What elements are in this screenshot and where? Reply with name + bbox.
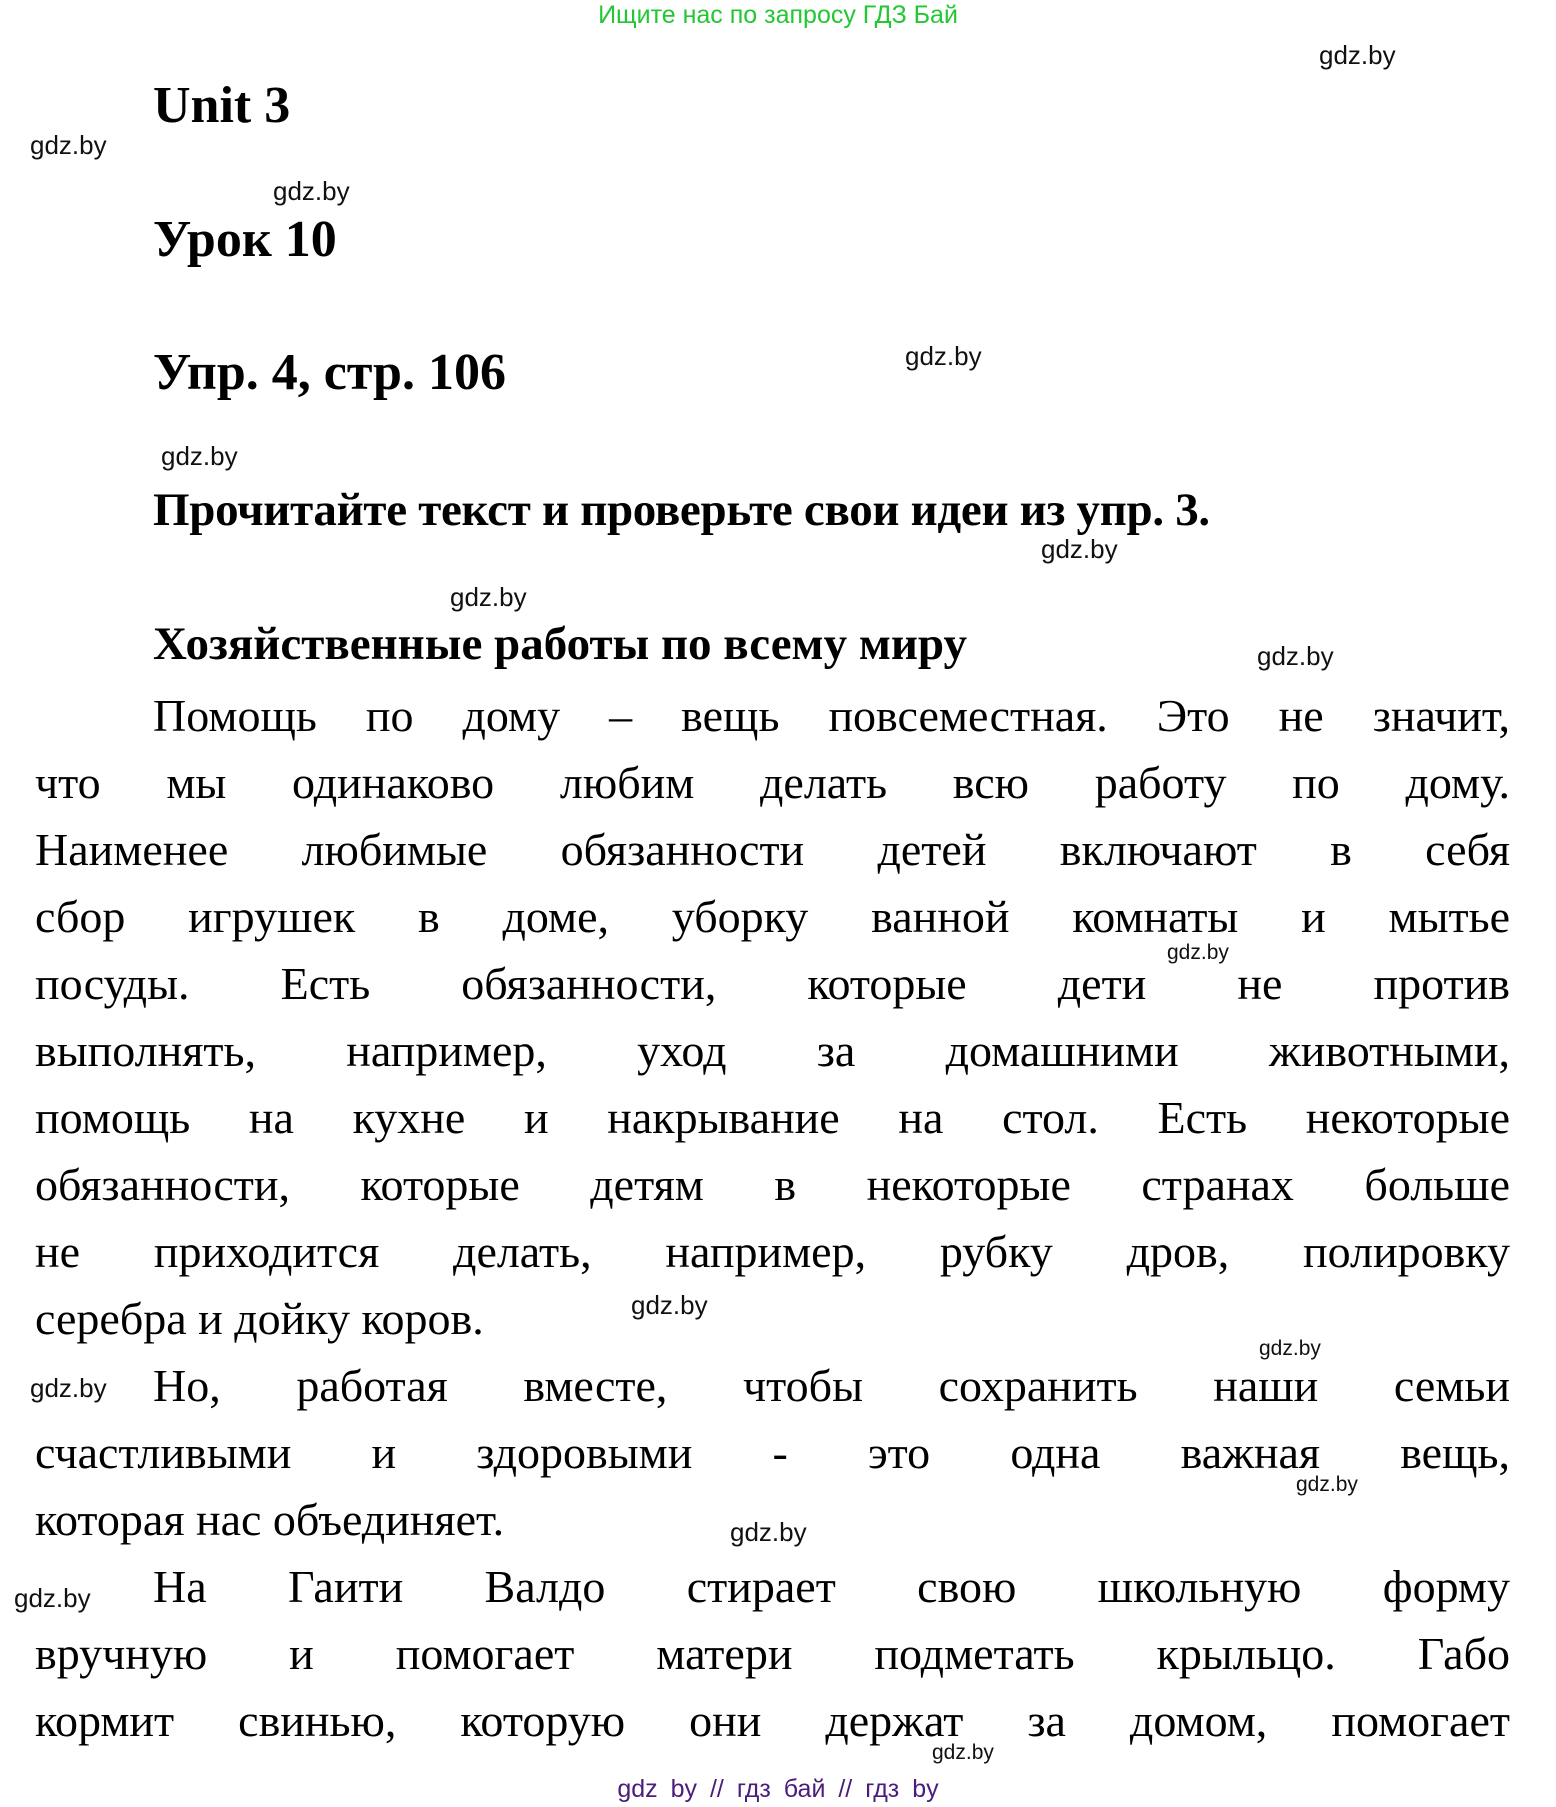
task-instruction: Прочитайте текст и проверьте свои идеи из упр. 3. (153, 484, 1210, 536)
text-title: Хозяйственные работы по всему миру (153, 618, 967, 670)
text-line: Наименее любимые обязанности детей включают в себя (35, 824, 1510, 875)
lesson-heading: Урок 10 (153, 211, 337, 268)
watermark: gdz.by (1259, 1337, 1321, 1360)
search-banner[interactable]: Ищите нас по запросу ГДЗ Бай (598, 1, 958, 29)
text-line: помощь на кухне и накрывание на стол. Есть некоторые (35, 1092, 1510, 1143)
text-line: обязанности, которые детям в некоторые странах больше (35, 1159, 1510, 1210)
unit-heading: Unit 3 (153, 77, 291, 134)
text-line: посуды. Есть обязанности, которые дети не против (35, 958, 1510, 1009)
watermark: gdz.by (1296, 1473, 1358, 1496)
exercise-heading: Упр. 4, стр. 106 (153, 344, 506, 401)
paragraph-1 (35, 682, 1510, 1352)
watermark: gdz.by (631, 1290, 708, 1320)
text-line: что мы одинаково любим делать всю работу по дому. (35, 757, 1510, 808)
watermark: gdz.by (1167, 941, 1229, 964)
text-line: кормит свинью, которую они держат за домом, помогает (35, 1695, 1510, 1746)
footer-links[interactable]: gdz by // гдз бай // гдз by (617, 1775, 939, 1803)
watermark: gdz.by (932, 1741, 994, 1764)
text-line: Но, работая вместе, чтобы сохранить наши семьи (153, 1360, 1510, 1411)
watermark: gdz.by (450, 582, 527, 612)
watermark: gdz.by (905, 341, 982, 371)
watermark: gdz.by (730, 1517, 807, 1547)
text-line: сбор игрушек в доме, уборку ванной комнаты и мытье (35, 891, 1510, 942)
paragraph-3 (35, 1553, 1510, 1754)
text-line: не приходится делать, например, рубку дров, полировку (35, 1226, 1510, 1277)
text-line: которая нас объединяет. (35, 1494, 505, 1545)
watermark: gdz.by (30, 130, 107, 160)
watermark: gdz.by (1257, 641, 1334, 671)
text-line: серебра и дойку коров. (35, 1293, 484, 1344)
text-line: выполнять, например, уход за домашними животными, (35, 1025, 1510, 1076)
text-line: счастливыми и здоровыми - это одна важная вещь, (35, 1427, 1510, 1478)
text-line: вручную и помогает матери подметать крыльцо. Габо (35, 1628, 1510, 1679)
watermark: gdz.by (30, 1373, 107, 1403)
watermark: gdz.by (273, 176, 350, 206)
watermark: gdz.by (161, 441, 238, 471)
watermark: gdz.by (14, 1583, 91, 1613)
text-line: На Гаити Валдо стирает свою школьную форму (153, 1561, 1510, 1612)
watermark: gdz.by (1041, 534, 1118, 564)
watermark: gdz.by (1319, 40, 1396, 70)
text-line: Помощь по дому – вещь повсеместная. Это не значит, (153, 690, 1510, 741)
body-text (35, 682, 1510, 1754)
